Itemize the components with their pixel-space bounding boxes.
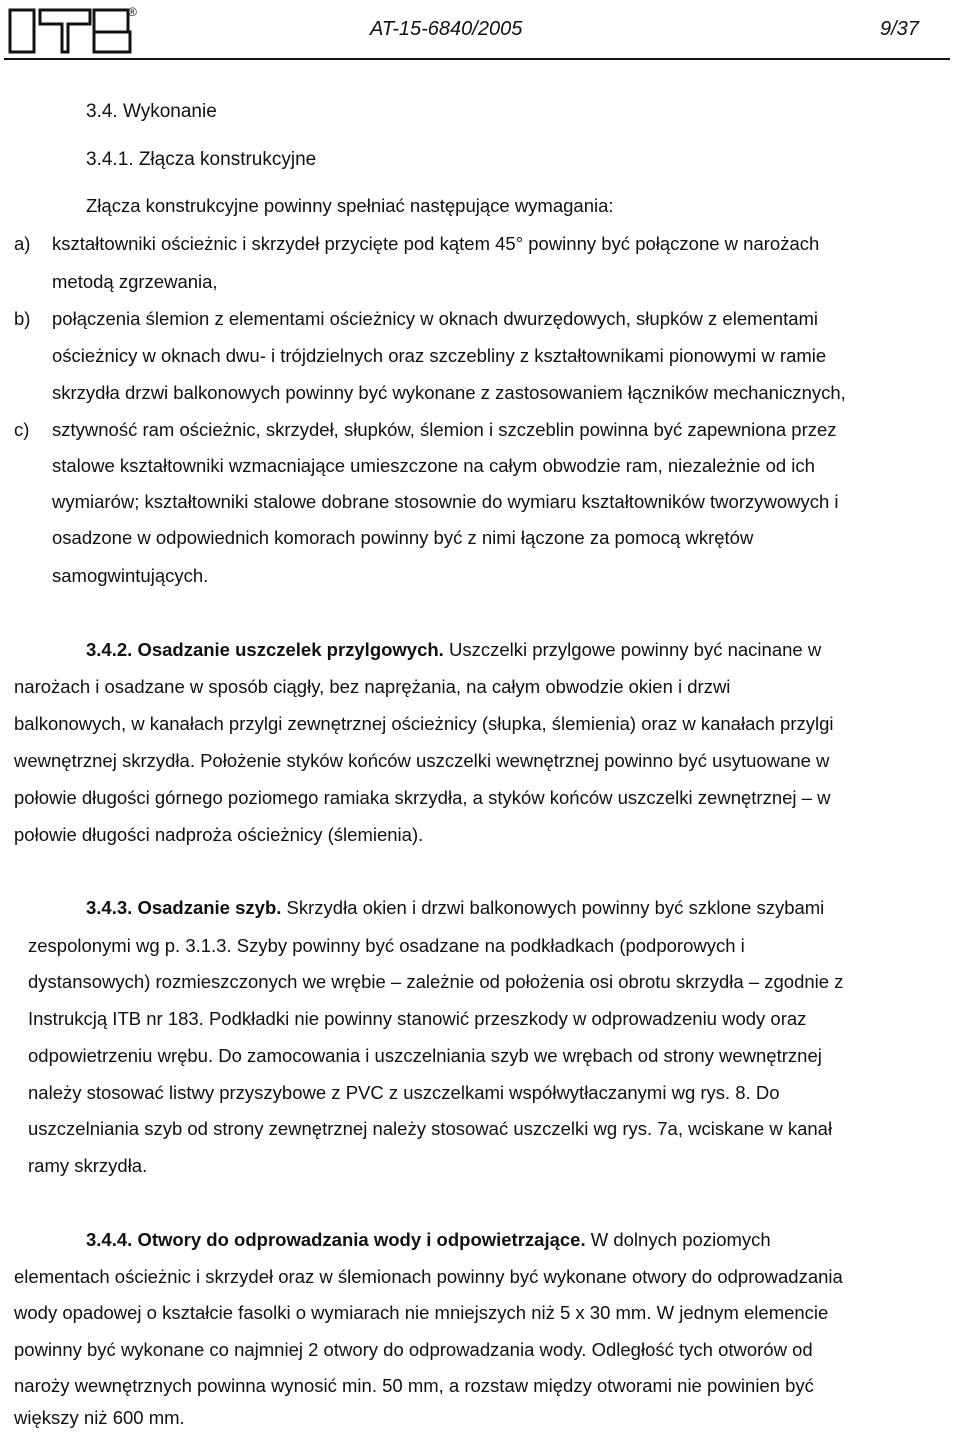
section-heading: Otwory do odprowadzania wody i odpowietrzające. bbox=[137, 1229, 586, 1250]
paragraph-line: balkonowych, w kanałach przylgi zewnętrznej ościeżnicy (słupka, ślemienia) oraz w kanałach przylgi bbox=[14, 713, 834, 734]
list-item-b-line: skrzydła drzwi balkonowych powinny być wykonane z zastosowaniem łączników mechanicznych, bbox=[52, 382, 846, 403]
document-number: AT-15-6840/2005 bbox=[370, 18, 523, 40]
paragraph-line: zespolonymi wg p. 3.1.3. Szyby powinny być osadzane na podkładkach (podporowych i bbox=[28, 935, 745, 956]
list-item-a-line: kształtowniki ościeżnic i skrzydeł przycięte pod kątem 45° powinny być połączone w narożach bbox=[52, 233, 820, 254]
paragraph-line: należy stosować listwy przyszybowe z PVC z uszczelkami współwytłaczanymi wg rys. 8. Do bbox=[28, 1082, 780, 1103]
itb-logo bbox=[8, 6, 138, 54]
paragraph-line: większy niż 600 mm. bbox=[14, 1407, 185, 1428]
header-rule bbox=[4, 58, 950, 60]
registered-mark: ® bbox=[128, 6, 137, 19]
list-item-c-line: stalowe kształtowniki wzmacniające umieszczone na całym obwodzie ram, niezależnie od ich bbox=[52, 455, 815, 476]
list-item-c-line: osadzone w odpowiednich komorach powinny być z nimi łączone za pomocą wkrętów bbox=[52, 527, 754, 548]
list-item-c-line: sztywność ram ościeżnic, skrzydeł, słupków, ślemion i szczeblin powinna być zapewniona przez bbox=[52, 419, 837, 440]
page-header bbox=[0, 0, 960, 62]
list-item-c-line: wymiarów; kształtowniki stalowe dobrane stosownie do wymiaru kształtowników tworzywowych i bbox=[52, 491, 839, 512]
intro-text: Złącza konstrukcyjne powinny spełniać następujące wymagania: bbox=[86, 195, 614, 216]
paragraph-line: naroży wewnętrznych powinna wynosić min. 50 mm, a rozstaw między otworami nie powinien być bbox=[14, 1375, 814, 1396]
section-number: 3.4.3. bbox=[86, 897, 133, 918]
paragraph-line: powinny być wykonane co najmniej 2 otwory do odprowadzania wody. Odległość tych otworów od bbox=[14, 1339, 813, 1360]
paragraph-line: wewnętrznej skrzydła. Położenie styków końców uszczelki wewnętrznej powinno być usytuowane w bbox=[14, 750, 830, 771]
section-number: 3.4.4. bbox=[86, 1229, 133, 1250]
paragraph-line: narożach i osadzane w sposób ciągły, bez naprężania, na całym obwodzie okien i drzwi bbox=[14, 676, 731, 697]
section-number: 3.4.2. bbox=[86, 639, 133, 660]
section-heading: Osadzanie szyb. bbox=[137, 897, 282, 918]
paragraph-line: połowie długości nadproża ościeżnicy (ślemienia). bbox=[14, 824, 424, 845]
paragraph-3-4-2-first-line bbox=[86, 638, 821, 662]
list-item-b-line: połączenia ślemion z elementami ościeżnicy w oknach dwurzędowych, słupków z elementami bbox=[52, 308, 819, 329]
list-item-a-line: metodą zgrzewania, bbox=[52, 271, 218, 292]
paragraph-line: dystansowych) rozmieszczonych we wrębie – zależnie od położenia osi obrotu skrzydła – zgodnie z bbox=[28, 971, 844, 992]
paragraph-line: wody opadowej o kształcie fasolki o wymiarach nie mniejszych niż 5 x 30 mm. W jednym elemencie bbox=[14, 1302, 829, 1323]
list-marker-c: c) bbox=[14, 419, 30, 440]
paragraph-text: W dolnych poziomych bbox=[590, 1229, 771, 1250]
paragraph-line: ramy skrzydła. bbox=[28, 1155, 148, 1176]
paragraph-line: elementach ościeżnic i skrzydeł oraz w ślemionach powinny być wykonane otwory do odprowadzania bbox=[14, 1266, 843, 1287]
subsection-title: 3.4.1. Złącza konstrukcyjne bbox=[86, 149, 317, 170]
section-title: 3.4. Wykonanie bbox=[86, 101, 217, 122]
list-item-b-line: ościeżnicy w oknach dwu- i trójdzielnych oraz szczebliny z kształtownikami pionowymi w ramie bbox=[52, 345, 827, 366]
list-marker-b: b) bbox=[14, 308, 31, 329]
list-marker-a: a) bbox=[14, 233, 31, 254]
paragraph-3-4-4-first-line bbox=[86, 1228, 771, 1252]
paragraph-text: Uszczelki przylgowe powinny być nacinane w bbox=[448, 639, 822, 660]
page-number: 9/37 bbox=[880, 18, 919, 40]
paragraph-line: uszczelniania szyb od strony zewnętrznej należy stosować uszczelki wg rys. 7a, wciskane w kanał bbox=[28, 1118, 833, 1139]
paragraph-3-4-3-first-line bbox=[86, 896, 824, 920]
list-item-c-line: samogwintujących. bbox=[52, 565, 209, 586]
paragraph-line: odpowietrzeniu wrębu. Do zamocowania i uszczelniania szyb we wrębach od strony wewnętrznej bbox=[28, 1045, 822, 1066]
paragraph-line: połowie długości górnego poziomego ramiaka skrzydła, a styków końców uszczelki zewnętrznej – w bbox=[14, 787, 831, 808]
paragraph-line: Instrukcją ITB nr 183. Podkładki nie powinny stanowić przeszkody w odprowadzeniu wody oraz bbox=[28, 1008, 807, 1029]
paragraph-text: Skrzydła okien i drzwi balkonowych powinny być szklone szybami bbox=[286, 897, 825, 918]
section-heading: Osadzanie uszczelek przylgowych. bbox=[137, 639, 444, 660]
